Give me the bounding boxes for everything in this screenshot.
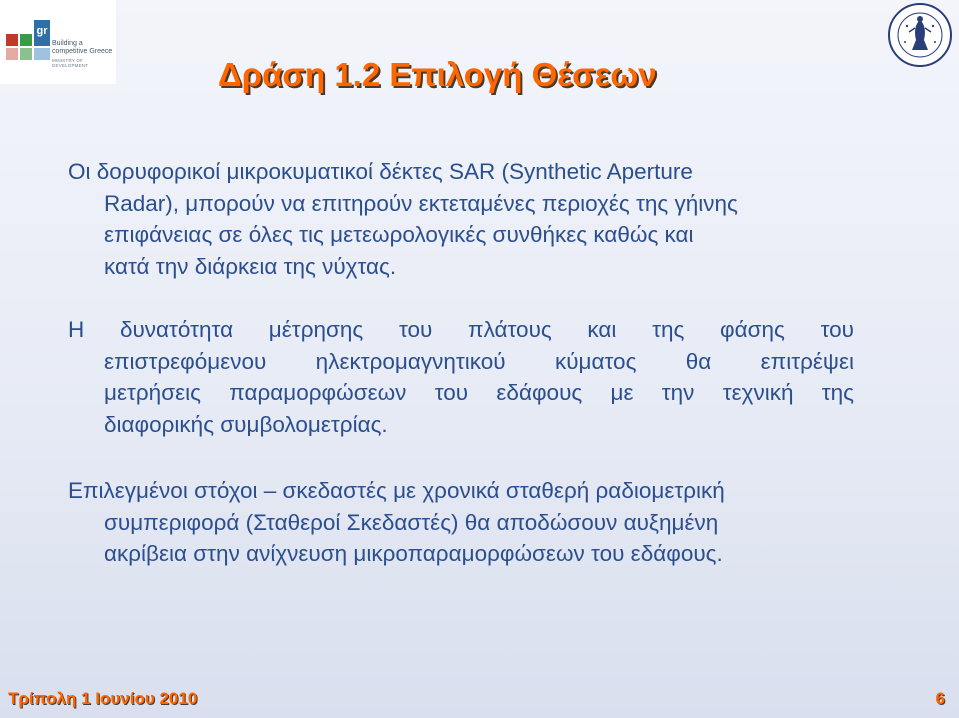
paragraph-line: ακρίβεια στην ανίχνευση μικροπαραμορφώσεων του εδάφους. [104, 541, 723, 566]
paragraph-line: επιστρεφόμενου ηλεκτρομαγνητικού κύματος θα επιτρέψει [104, 348, 854, 374]
logo-ministry: MINISTRY OF DEVELOPMENT [52, 58, 89, 68]
gr-logo [0, 0, 116, 84]
paragraph-sar [68, 156, 854, 282]
gr-logo-mark-icon [6, 8, 52, 64]
paragraph-line: Επιλεγμένοι στόχοι – σκεδαστές με χρονικά σταθερή ραδιομετρική [68, 478, 725, 503]
paragraph-line: Radar), μπορούν να επιτηρούν εκτεταμένες περιοχές της γήινης [104, 190, 738, 216]
paragraph-phase-measurement [68, 314, 854, 440]
paragraph-scatterers [68, 475, 854, 570]
page-number: 6 [935, 689, 945, 708]
paragraph-line: μετρήσεις παραμορφώσεων του εδάφους με την τεχνική της [104, 380, 854, 405]
paragraph-line: Η δυνατότητα μέτρησης του πλάτους και της φάσης του [68, 317, 854, 342]
slide-title: Δράση 1.2 Επιλογή Θέσεων [218, 56, 657, 93]
gr-logo-text: gr [36, 25, 48, 37]
paragraph-line: επιφάνειας σε όλες τις μετεωρολογικές συνθήκες καθώς και [104, 222, 694, 247]
paragraph-line: Οι δορυφορικοί μικροκυματικοί δέκτες SAR (Synthetic Aperture [68, 159, 693, 184]
paragraph-line: κατά την διάρκεια της νύχτας. [104, 253, 397, 279]
paragraph-line: διαφορικής συμβολομετρίας. [104, 411, 388, 437]
paragraph-line: συμπεριφορά (Σταθεροί Σκεδαστές) θα αποδώσουν αυξημένη [104, 509, 719, 535]
footer-date: Τρίπολη 1 Ιουνίου 2010 [8, 689, 198, 708]
logo-tagline: Building a competitive Greece [52, 40, 113, 55]
observatory-seal-icon [887, 2, 953, 68]
